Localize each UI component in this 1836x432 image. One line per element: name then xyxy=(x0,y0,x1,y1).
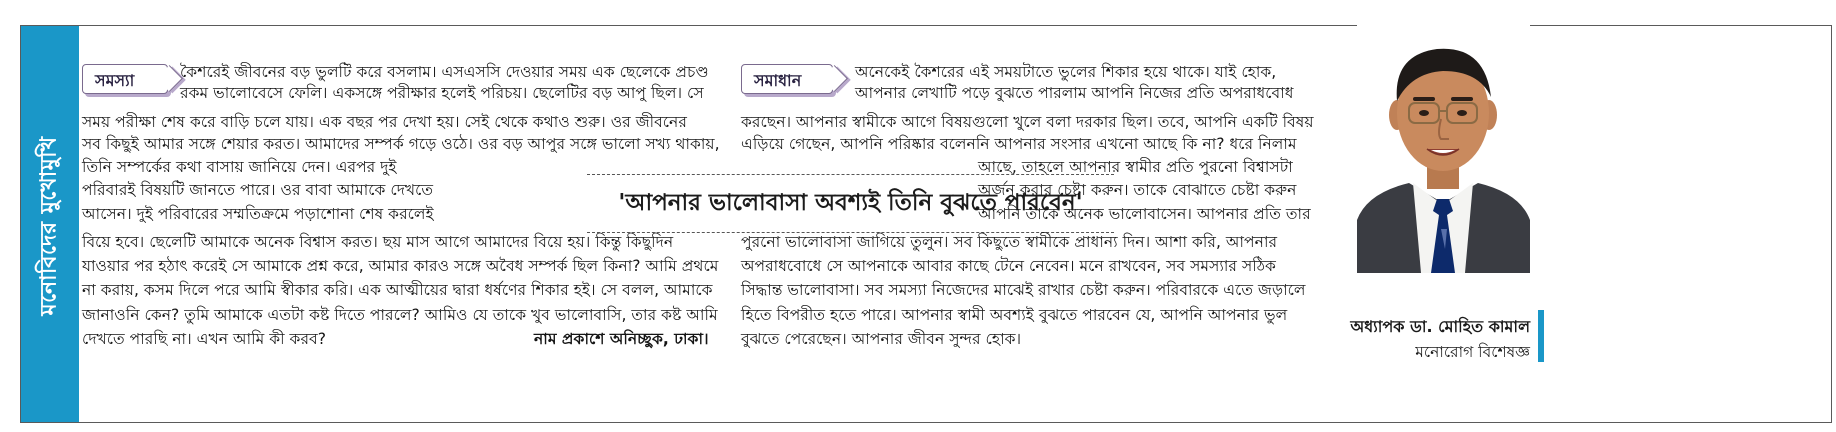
problem-line: না করায়, কসম দিলে পরে আমি স্বীকার করি। এক আত্মীয়ের দ্বারা ধর্ষণের শিকার হই। সে বলল, আমাকে xyxy=(82,281,713,299)
solution-line: সিদ্ধান্ত ভালোবাসা। সব সমস্যা নিজেদের মাঝেই রাখার চেষ্টা করুন। পরিবারকে এতে জড়ালে xyxy=(741,281,1306,299)
author-name: অধ্যাপক ডা. মোহিত কামাল xyxy=(1350,317,1530,336)
author-role: মনোরোগ বিশেষজ্ঞ xyxy=(1415,343,1530,361)
solution-tag-label: সমাধান xyxy=(754,71,802,90)
problem-line: রকম ভালোবেসে ফেলি। একসঙ্গে পরীক্ষার হলেই পরিচয়। ছেলেটির বড় আপু ছিল। সে xyxy=(180,84,704,102)
problem-line: দেখতে পারছি না। এখন আমি কী করব? xyxy=(82,330,327,348)
solution-line: বুঝতে পেরেছেন। আপনার জীবন সুন্দর হোক। xyxy=(741,330,1022,348)
solution-line: পুরনো ভালোবাসা জাগিয়ে তুলুন। সব কিছুতে স্বামীকে প্রাধান্য দিন। আশা করি, আপনার xyxy=(741,233,1278,251)
solution-line: হিতে বিপরীত হতে পারে। আপনার স্বামী অবশ্যই বুঝতে পারবেন যে, আপনি আপনার ভুল xyxy=(741,306,1288,324)
solution-line: অর্জন করার চেষ্টা করুন। তাকে বোঝাতে চেষ্টা করুন xyxy=(978,181,1297,199)
author-portrait xyxy=(1357,15,1530,273)
problem-line: পরিবারই বিষয়টি জানতে পারে। ওর বাবা আমাকে দেখতে xyxy=(82,181,434,199)
solution-line: এড়িয়ে গেছেন, আপনি পরিষ্কার বলেননি আপনার সংসার এখনো আছে কি না? ধরে নিলাম xyxy=(741,135,1297,153)
author-portrait-image xyxy=(1357,15,1530,273)
column-side-strip xyxy=(21,26,79,422)
author-accent-bar xyxy=(1538,310,1544,362)
solution-line: আপনি তাকে অনেক ভালোবাসেন। আপনার প্রতি তার xyxy=(978,205,1311,223)
problem-tag xyxy=(82,64,168,94)
problem-line: সব কিছুই আমার সঙ্গে শেয়ার করত। আমাদের সম্পর্ক গড়ে ওঠে। ওর বড় আপুর সঙ্গে ভালো সখ্য থাকায়, xyxy=(82,135,720,153)
problem-line: সময় পরীক্ষা শেষ করে বাড়ি চলে যায়। এক বছর পর দেখা হয়। সেই থেকে কথাও শুরু। ওর জীবনের xyxy=(82,113,687,131)
solution-line: আছে, তাহলে আপনার স্বামীর প্রতি পুরনো বিশ্বাসটা xyxy=(978,158,1293,176)
problem-line: তিনি সম্পর্কের কথা বাসায় জানিয়ে দেন। এরপর দুই xyxy=(82,158,397,176)
problem-line: বিয়ে হবে। ছেলেটি আমাকে অনেক বিশ্বাস করত। ছয় মাস আগে আমাদের বিয়ে হয়। কিন্তু কিছুদিন xyxy=(82,233,674,251)
problem-line: জানাওনি কেন? তুমি আমাকে এতটা কষ্ট দিতে পারলে? আমিও যে তাকে খুব ভালোবাসি, তার কষ্ট আমি xyxy=(82,306,718,324)
problem-line: কৈশরেই জীবনের বড় ভুলটি করে বসলাম। এসএসসি দেওয়ার সময় এক ছেলেকে প্রচণ্ড xyxy=(180,63,709,81)
solution-line: অনেকেই কৈশরের এই সময়টাতে ভুলের শিকার হয়ে থাকে। যাই হোক, xyxy=(855,63,1277,81)
solution-tag xyxy=(741,64,833,94)
solution-line: করছেন। আপনার স্বামীকে আগে বিষয়গুলো খুলে বলা দরকার ছিল। তবে, আপনি একটি বিষয় xyxy=(741,113,1314,131)
column-title: মনোবিদের মুখোমুখি xyxy=(36,136,62,316)
problem-signature: নাম প্রকাশে অনিচ্ছুক, ঢাকা। xyxy=(534,330,709,348)
problem-line: যাওয়ার পর হঠাৎ করেই সে আমাকে প্রশ্ন করে, আমার কারও সঙ্গে অবৈধ সম্পর্ক ছিল কিনা? আমি প্রথমে xyxy=(82,257,719,275)
solution-line: অপরাধবোধে সে আপনাকে আবার কাছে টেনে নেবেন। মনে রাখবেন, সব সমস্যার সঠিক xyxy=(741,257,1276,275)
problem-tag-label: সমস্যা xyxy=(95,71,135,90)
headline-text: 'আপনার ভালোবাসা অবশ্যই তিনি বুঝতে পারবেন' xyxy=(618,189,1083,216)
problem-line: আসেন। দুই পরিবারের সম্মতিক্রমে পড়াশোনা শেষ করলেই xyxy=(82,205,434,223)
solution-line: আপনার লেখাটি পড়ে বুঝতে পারলাম আপনি নিজের প্রতি অপরাধবোধ xyxy=(855,84,1294,102)
